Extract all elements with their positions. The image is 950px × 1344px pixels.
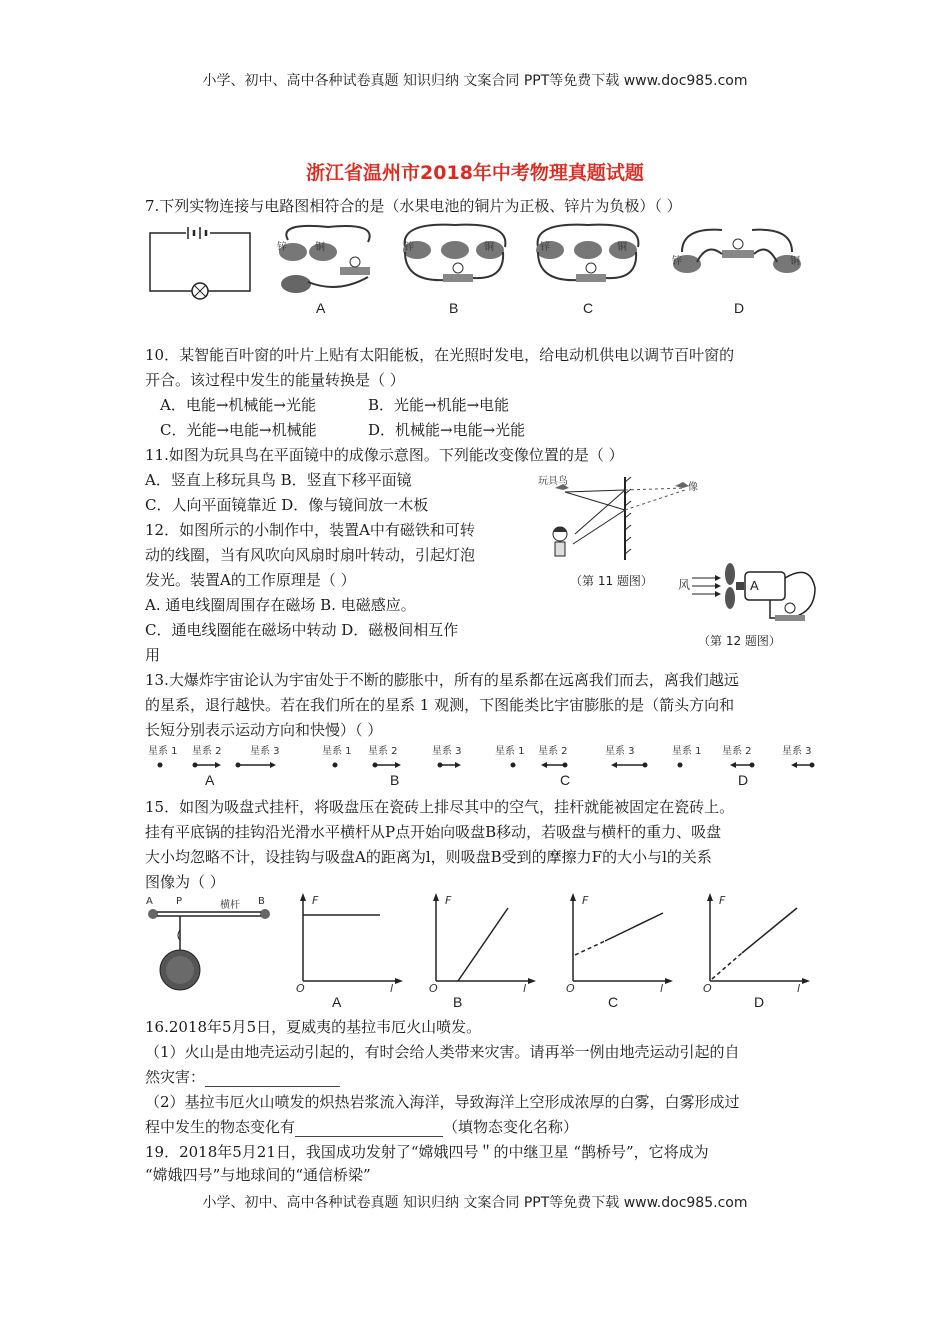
q19-line1: 19．2018年5月21日，我国成功发射了“嫦娥四号＂的中继卫星 “鹊桥号”，它将成为 <box>145 1143 709 1161</box>
q15-label-a: A <box>332 994 342 1010</box>
q10-line2: 开合。该过程中发生的能量转换是（ ） <box>145 371 405 389</box>
q7-c-zn: 锌 <box>540 242 550 253</box>
q13-option-c-arrows <box>495 758 655 772</box>
q15-c-axis-o: O <box>566 982 575 995</box>
q10-option-d: D．机械能→电能→光能 <box>368 421 526 439</box>
q15-d-axis-l: l <box>797 982 801 995</box>
q13-d-galaxy1: 星系 1 <box>672 746 702 757</box>
q13-c-galaxy1: 星系 1 <box>495 746 525 757</box>
q11-options-cd: C．人向平面镜靠近 D．像与镜间放一木板 <box>145 496 429 514</box>
q13-d-galaxy2: 星系 2 <box>722 746 752 757</box>
q13-a-galaxy1: 星系 1 <box>148 746 178 757</box>
q7-a-cu: 铜 <box>315 242 325 253</box>
q13-b-galaxy3: 星系 3 <box>432 746 462 757</box>
q12-options-ab: A. 通电线圈周围存在磁场 B. 电磁感应。 <box>145 596 416 614</box>
q12-wind-label: 风 <box>678 578 691 592</box>
q7-label-c: C <box>583 300 594 316</box>
q16-line2: （1）火山是由地壳运动引起的，有时会给人类带来灾害。请再举一例由地壳运动引起的自 <box>145 1043 740 1061</box>
q15-a-axis-l: l <box>390 982 394 995</box>
q16-line3-row <box>145 1067 340 1087</box>
q13-d-galaxy3: 星系 3 <box>782 746 812 757</box>
q10-option-c: C．光能→电能→机械能 <box>160 421 317 439</box>
q15-a-axis-f: F <box>312 894 319 907</box>
q7-a-zn: 锌 <box>277 242 287 253</box>
q7-d-zn: 锌 <box>672 256 682 267</box>
q7-b-cu: 铜 <box>484 242 494 253</box>
q15-line2: 挂有平底锅的挂钩沿光滑水平横杆从P点开始向吸盘B移动，若吸盘与横杆的重力、吸盘 <box>145 823 722 841</box>
q15-graph-c <box>565 893 675 993</box>
q16-line5-row <box>145 1117 578 1137</box>
page-title: 浙江省温州市2018年中考物理真题试题 <box>306 162 644 184</box>
q7-label-d: D <box>734 300 745 316</box>
q10-line1: 10．某智能百叶窗的叶片上贴有太阳能板，在光照时发电，给电动机供电以调节百叶窗的 <box>145 346 735 364</box>
q15-graph-a <box>295 893 405 993</box>
q13-label-b: B <box>390 772 400 788</box>
q15-d-axis-o: O <box>703 982 712 995</box>
q13-line3: 长短分别表示运动方向和快慢）（ ） <box>145 721 383 739</box>
q15-graph-d <box>702 893 812 993</box>
q7-option-a-figure <box>268 222 388 297</box>
q15-fig-label-bar: 横杆 <box>220 900 240 911</box>
q7-stem: 7.下列实物连接与电路图相符合的是（水果电池的铜片为正极、锌片为负极）（ ） <box>145 197 682 215</box>
q15-c-axis-f: F <box>582 894 589 907</box>
q13-c-galaxy3: 星系 3 <box>605 746 635 757</box>
q13-option-a-arrows <box>150 758 280 772</box>
q16-line5a: 程中发生的物态变化有 <box>145 1118 296 1136</box>
q7-d-cu: 铜 <box>790 256 800 267</box>
q15-line3: 大小均忽略不计，设挂钩与吸盘A的距离为l，则吸盘B受到的摩擦力F的大小与l的关系 <box>145 848 712 866</box>
q19-line2: “嫦娥四号”与地球间的“通信桥梁” <box>145 1166 371 1184</box>
q16-answer-blank-2[interactable] <box>295 1121 443 1137</box>
q12-option-d-cont: 用 <box>145 646 161 664</box>
q12-line3: 发光。装置A的工作原理是（ ） <box>145 571 356 589</box>
q13-option-d-arrows <box>672 758 822 772</box>
q16-line3: 然灾害： <box>145 1068 206 1086</box>
q7-c-cu: 铜 <box>617 242 627 253</box>
q15-fig-label-p: P <box>176 896 183 907</box>
q12-line2: 动的线圈，当有风吹向风扇时扇叶转动，引起灯泡 <box>145 546 476 564</box>
q13-label-a: A <box>205 772 215 788</box>
q7-option-c-figure <box>528 222 648 297</box>
q13-a-galaxy3: 星系 3 <box>250 746 280 757</box>
q11-options-ab: A．竖直上移玩具鸟 B．竖直下移平面镜 <box>145 471 412 489</box>
q13-b-galaxy1: 星系 1 <box>322 746 352 757</box>
q15-hanger-figure <box>145 908 275 998</box>
q15-b-axis-l: l <box>523 982 527 995</box>
page-footer: 小学、初中、高中各种试卷真题 知识归纳 文案合同 PPT等免费下载 www.doc985.com <box>202 1195 748 1211</box>
q11-bird-label: 玩具鸟 <box>538 476 568 487</box>
q15-label-d: D <box>754 994 765 1010</box>
q15-label-b: B <box>453 994 463 1010</box>
q7-circuit-diagram <box>148 225 253 295</box>
q11-stem: 11.如图为玩具鸟在平面镜中的成像示意图。下列能改变像位置的是（ ） <box>145 446 624 464</box>
q11-image-label: 像 <box>688 482 698 493</box>
q7-b-zn: 锌 <box>404 242 414 253</box>
q15-graph-b <box>428 893 538 993</box>
q15-b-axis-f: F <box>445 894 452 907</box>
q16-line4: （2）基拉韦厄火山喷发的炽热岩浆流入海洋，导致海洋上空形成浓厚的白雾，白雾形成过 <box>145 1093 740 1111</box>
q10-option-a: A．电能→机械能→光能 <box>160 396 316 414</box>
q13-b-galaxy2: 星系 2 <box>368 746 398 757</box>
q16-line1: 16.2018年5月5日，夏威夷的基拉韦厄火山喷发。 <box>145 1018 482 1036</box>
q12-device-label: A <box>750 578 759 593</box>
q13-a-galaxy2: 星系 2 <box>192 746 222 757</box>
q7-label-b: B <box>449 300 459 316</box>
q13-label-c: C <box>560 772 571 788</box>
q7-label-a: A <box>316 300 326 316</box>
q10-option-b: B．光能→机能→电能 <box>368 396 510 414</box>
page-header: 小学、初中、高中各种试卷真题 知识归纳 文案合同 PPT等免费下载 www.doc985.com <box>202 73 748 89</box>
q15-fig-label-b: B <box>258 896 265 907</box>
q16-line5b: （填物态变化名称） <box>443 1118 579 1136</box>
q15-label-c: C <box>608 994 619 1010</box>
q12-figure-caption: （第 12 题图） <box>698 634 781 648</box>
q16-answer-blank-1[interactable] <box>205 1071 340 1087</box>
q13-option-b-arrows <box>325 758 465 772</box>
q15-a-axis-o: O <box>296 982 305 995</box>
q15-line1: 15．如图为吸盘式挂杆，将吸盘压在瓷砖上排尽其中的空气，挂杆就能被固定在瓷砖上。 <box>145 798 735 816</box>
q13-line1: 13.大爆炸宇宙论认为宇宙处于不断的膨胀中，所有的星系都在远离我们而去，离我们越远 <box>145 671 739 689</box>
q15-fig-label-a: A <box>146 896 153 907</box>
q13-line2: 的星系，退行越快。若在我们所在的星系 1 观测，下图能类比宇宙膨胀的是（箭头方向和 <box>145 696 735 714</box>
q15-c-axis-l: l <box>660 982 664 995</box>
q11-figure-caption: （第 11 题图） <box>570 574 653 588</box>
q13-c-galaxy2: 星系 2 <box>538 746 568 757</box>
q12-generator-figure <box>690 558 820 628</box>
q7-option-b-figure <box>395 222 515 297</box>
q12-line1: 12．如图所示的小制作中，装置A中有磁铁和可转 <box>145 521 475 539</box>
q15-line4: 图像为（ ） <box>145 873 225 891</box>
q12-option-cd: C．通电线圈能在磁场中转动 D．磁极间相互作 <box>145 621 459 639</box>
q15-d-axis-f: F <box>719 894 726 907</box>
q15-b-axis-o: O <box>429 982 438 995</box>
q13-label-d: D <box>738 772 749 788</box>
